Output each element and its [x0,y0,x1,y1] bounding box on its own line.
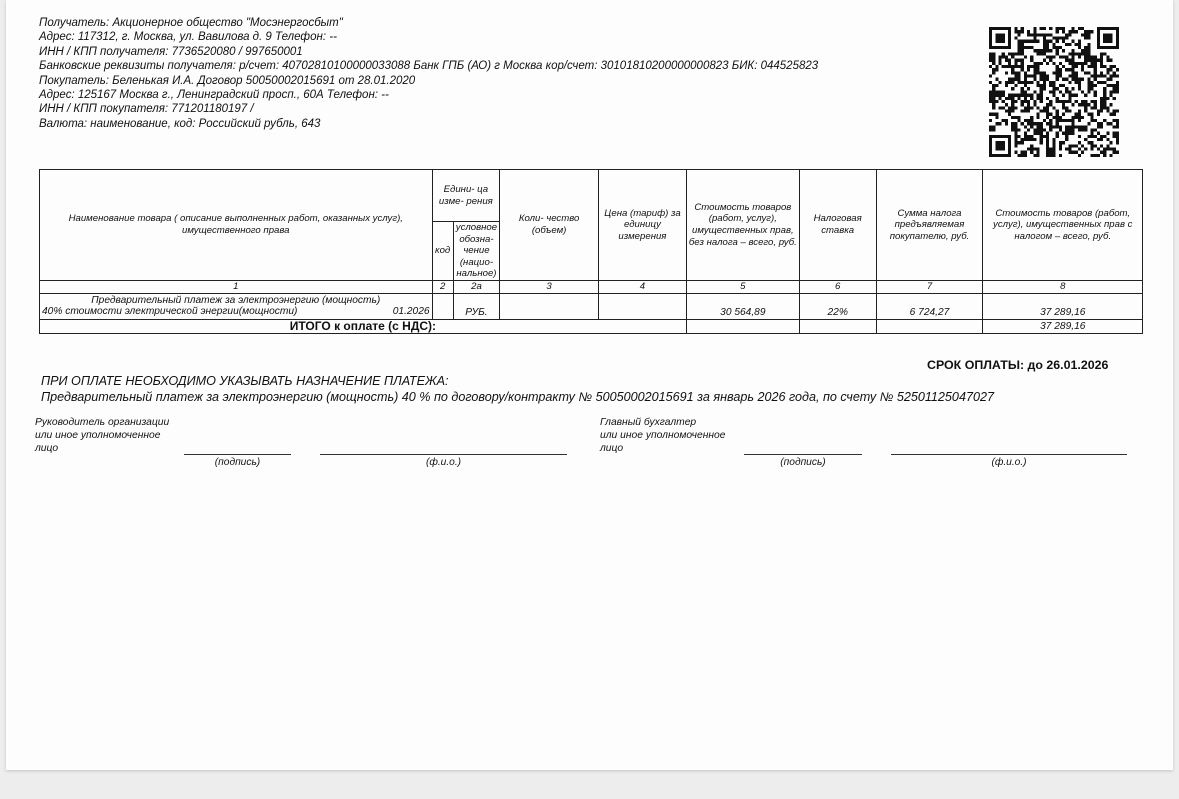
due-date: СРОК ОПЛАТЫ: до 26.01.2026 [927,358,1109,372]
col-number: 2 [432,280,453,293]
accountant-signature-line [744,454,862,455]
total-label: ИТОГО к оплате (с НДС): [40,319,687,333]
row-unit: РУБ. [453,293,499,319]
recipient-inn: ИНН / КПП получателя: 7736520080 / 997650001 [39,45,303,58]
col-number: 6 [799,280,876,293]
row-description [40,293,433,319]
invoice-page [6,0,1173,770]
accountant-name-caption: (ф.и.о.) [991,457,1027,468]
bank-details: Банковские реквизиты получателя: р/счет: 40702810100000033088 Банк ГПБ (АО) г Москва кор/счет: 30101810200000000823 БИК: 044525823 [39,60,819,73]
header-unit-code: код [432,222,453,281]
currency: Валюта: наименование, код: Российский рубль, 643 [39,117,321,130]
head-signature-label: Руководитель организации или иное уполномоченное лицо [35,417,170,454]
row-tax-rate: 22% [799,293,876,319]
row-price [599,293,687,319]
col-number: 3 [500,280,599,293]
header-price: Цена (тариф) за единицу измерения [599,170,687,281]
head-signature-caption: (подпись) [214,457,261,468]
accountant-signature-label: Главный бухгалтер или иное уполномоченное лицо [600,417,726,454]
header-unit-symbol: условное обозна- чение (нацио- нальное) [453,222,499,281]
head-name-line [320,454,567,455]
col-number: 8 [983,280,1143,293]
invoice-header [39,16,979,131]
row-description-line2: 40% стоимости электрической энергии(мощности) [42,306,298,318]
row-code [432,293,453,319]
header-cost-with-tax: Стоимость товаров (работ, услуг), имущественных прав с налогом – всего, руб. [983,170,1143,281]
buyer-inn: ИНН / КПП покупателя: 771201180197 / [39,103,254,116]
header-name: Наименование товара ( описание выполненных работ, оказанных услуг), имущественного права [40,170,433,281]
col-number: 5 [686,280,799,293]
header-qty: Коли- чество (объем) [500,170,599,281]
col-number: 4 [599,280,687,293]
total-row [40,319,1143,333]
col-number: 2а [453,280,499,293]
row-cost-with-tax: 37 289,16 [983,293,1143,319]
row-description-line1: Предварительный платеж за электроэнергию (мощность) [91,294,381,306]
header-cost-no-tax: Стоимость товаров (работ, услуг), имущественных прав, без налога – всего, руб. [686,170,799,281]
buyer-address: Адрес: 125167 Москва г., Ленинградский просп., 60А Телефон: -- [39,89,389,102]
payment-note-text: Предварительный платеж за электроэнергию (мощность) 40 % по договору/контракту № 50050002015691 за январь 2026 года, по счету № 52501125047027 [41,390,994,404]
head-name-caption: (ф.и.о.) [425,457,462,468]
accountant-name-line [891,454,1127,455]
header-tax-rate: Налоговая ставка [799,170,876,281]
header-tax-sum: Сумма налога предъявляемая покупателю, руб. [876,170,983,281]
col-number: 7 [876,280,983,293]
total-value: 37 289,16 [983,319,1143,333]
invoice-table [39,169,1143,334]
recipient: Получатель: Акционерное общество "Мосэнергосбыт" [39,17,343,29]
row-tax-sum: 6 724,27 [876,293,983,319]
qr-code-icon [989,26,1119,158]
head-signature-line [184,454,291,455]
col-number: 1 [40,280,433,293]
row-period: 01.2026 [392,306,430,318]
recipient-address: Адрес: 117312, г. Москва, ул. Вавилова д. 9 Телефон: -- [39,31,337,44]
buyer: Покупатель: Беленькая И.А. Договор 50050002015691 от 28.01.2020 [39,74,416,87]
row-qty [500,293,599,319]
table-row [40,293,1143,319]
payment-note-heading: ПРИ ОПЛАТЕ НЕОБХОДИМО УКАЗЫВАТЬ НАЗНАЧЕНИЕ ПЛАТЕЖА: [41,374,449,388]
row-cost-no-tax: 30 564,89 [686,293,799,319]
column-numbers-row [40,280,1143,293]
header-unit: Едини- ца изме- рения [432,170,500,222]
accountant-signature-caption: (подпись) [780,457,826,468]
